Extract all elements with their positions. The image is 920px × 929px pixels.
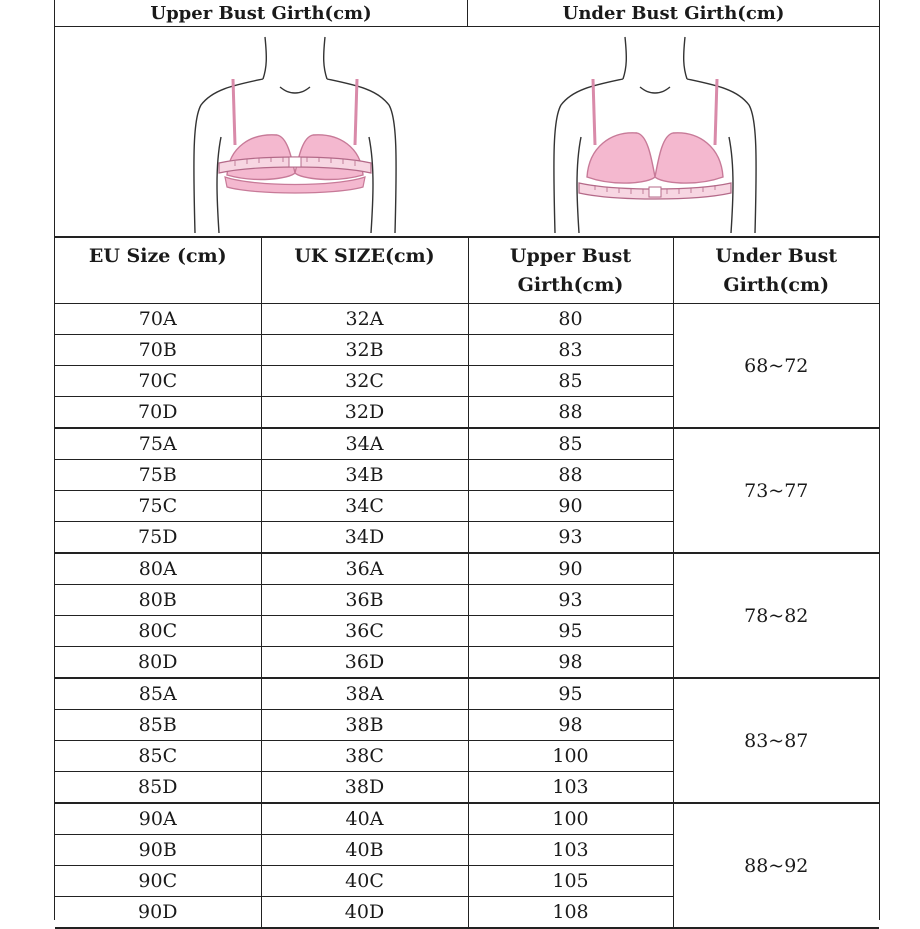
upper-bust-cell: 83 <box>468 335 673 366</box>
upper-bust-cell: 90 <box>468 491 673 522</box>
uk-size-cell: 32D <box>261 397 468 429</box>
bust-measure-upper-illustration <box>185 27 405 236</box>
upper-bust-cell: 85 <box>468 366 673 397</box>
eu-size-cell: 90A <box>55 803 261 835</box>
eu-size-cell: 70B <box>55 335 261 366</box>
under-bust-range-cell: 78~82 <box>673 553 879 678</box>
uk-size-cell: 32C <box>261 366 468 397</box>
eu-size-cell: 80D <box>55 647 261 679</box>
eu-size-cell: 75C <box>55 491 261 522</box>
uk-size-cell: 38D <box>261 772 468 804</box>
under-bust-range-cell: 73~77 <box>673 428 879 553</box>
uk-size-cell: 34B <box>261 460 468 491</box>
upper-bust-cell: 93 <box>468 585 673 616</box>
table-header-row <box>55 238 879 304</box>
upper-bust-cell: 108 <box>468 897 673 929</box>
table-row <box>55 803 879 835</box>
size-chart-sheet <box>54 0 880 923</box>
upper-bust-title: Upper Bust Girth(cm) <box>55 0 468 26</box>
upper-bust-cell: 85 <box>468 428 673 460</box>
uk-size-cell: 40C <box>261 866 468 897</box>
upper-bust-cell: 88 <box>468 397 673 429</box>
col-header-eu-text: EU Size (cm) <box>88 245 227 267</box>
eu-size-cell: 90C <box>55 866 261 897</box>
eu-size-cell: 80C <box>55 616 261 647</box>
upper-bust-cell: 80 <box>468 304 673 335</box>
eu-size-cell: 85D <box>55 772 261 804</box>
upper-bust-cell: 105 <box>468 866 673 897</box>
upper-bust-cell: 90 <box>468 553 673 585</box>
col-header-upper-line1: Upper Bust <box>509 245 632 267</box>
uk-size-cell: 40B <box>261 835 468 866</box>
under-bust-range-cell: 68~72 <box>673 304 879 429</box>
illustration-row <box>55 27 879 237</box>
eu-size-cell: 70C <box>55 366 261 397</box>
upper-bust-cell: 98 <box>468 647 673 679</box>
uk-size-cell: 36B <box>261 585 468 616</box>
table-row <box>55 428 879 460</box>
uk-size-cell: 38A <box>261 678 468 710</box>
uk-size-cell: 40A <box>261 803 468 835</box>
col-header-under-line1: Under Bust <box>715 245 838 267</box>
under-bust-range-cell: 83~87 <box>673 678 879 803</box>
uk-size-cell: 36C <box>261 616 468 647</box>
under-bust-title: Under Bust Girth(cm) <box>562 2 785 24</box>
uk-size-cell: 34C <box>261 491 468 522</box>
uk-size-cell: 38B <box>261 710 468 741</box>
header-row <box>55 0 879 27</box>
table-body <box>55 304 879 929</box>
eu-size-cell: 75A <box>55 428 261 460</box>
table-row <box>55 553 879 585</box>
uk-size-cell: 36D <box>261 647 468 679</box>
upper-bust-cell: 103 <box>468 772 673 804</box>
table-row <box>55 304 879 335</box>
eu-size-cell: 85C <box>55 741 261 772</box>
eu-size-cell: 75B <box>55 460 261 491</box>
uk-size-cell: 36A <box>261 553 468 585</box>
col-header-under-bust <box>673 238 879 304</box>
col-header-uk-text: UK SIZE(cm) <box>294 245 435 267</box>
eu-size-cell: 75D <box>55 522 261 554</box>
col-header-upper-bust <box>468 238 673 304</box>
col-header-eu-size <box>55 238 261 304</box>
uk-size-cell: 34D <box>261 522 468 554</box>
upper-bust-cell: 98 <box>468 710 673 741</box>
table-row <box>55 678 879 710</box>
eu-size-cell: 90D <box>55 897 261 929</box>
eu-size-cell: 70D <box>55 397 261 429</box>
upper-bust-cell: 95 <box>468 616 673 647</box>
eu-size-cell: 70A <box>55 304 261 335</box>
uk-size-cell: 32B <box>261 335 468 366</box>
bust-measure-under-illustration <box>545 27 765 236</box>
eu-size-cell: 90B <box>55 835 261 866</box>
eu-size-cell: 85A <box>55 678 261 710</box>
eu-size-cell: 80B <box>55 585 261 616</box>
upper-bust-cell: 93 <box>468 522 673 554</box>
upper-bust-cell: 100 <box>468 741 673 772</box>
col-header-uk-size <box>261 238 468 304</box>
uk-size-cell: 40D <box>261 897 468 929</box>
col-header-under-line2: Girth(cm) <box>723 274 830 296</box>
upper-bust-cell: 88 <box>468 460 673 491</box>
eu-size-cell: 80A <box>55 553 261 585</box>
uk-size-cell: 38C <box>261 741 468 772</box>
size-table <box>55 237 879 929</box>
upper-bust-cell: 100 <box>468 803 673 835</box>
upper-bust-cell: 95 <box>468 678 673 710</box>
col-header-upper-line2: Girth(cm) <box>517 274 624 296</box>
uk-size-cell: 34A <box>261 428 468 460</box>
uk-size-cell: 32A <box>261 304 468 335</box>
eu-size-cell: 85B <box>55 710 261 741</box>
under-bust-range-cell: 88~92 <box>673 803 879 928</box>
upper-bust-cell: 103 <box>468 835 673 866</box>
